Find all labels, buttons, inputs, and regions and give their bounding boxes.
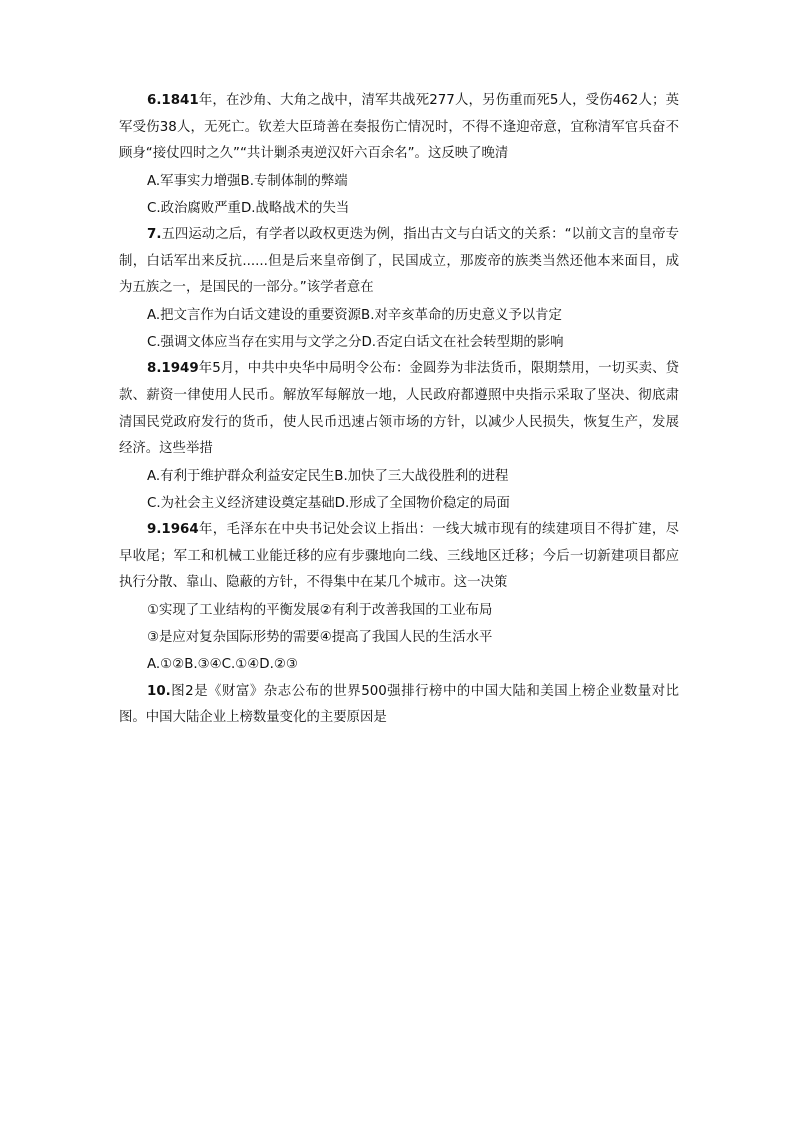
question-8-options-cd: C.为社会主义经济建设奠定基础D.形成了全国物价稳定的局面 [147,495,510,511]
question-10-stem [119,679,679,732]
question-number: 8.1949 [147,361,199,377]
question-number: 7. [147,227,162,243]
question-7-options-cd: C.强调文体应当存在实用与文学之分D.否定白话文在社会转型期的影响 [147,335,564,351]
question-number: 6.1841 [147,93,199,108]
question-8-options-ab: A.有利于维护群众利益安定民生B.加快了三大战役胜利的进程 [147,468,509,484]
question-text: 年，在沙角、大角之战中，清军共战死277人，另伤重而死5人，受伤462人；英军受伤38人，无死亡。钦差大臣琦善在奏报伤亡情况时，不得不逢迎帝意，宜称清军官兵奋不顾身“接仗四时之久”“共计剿杀夷逆汉奸六百余名”。这反映了晚清 [119,93,679,162]
question-8-stem [119,356,679,462]
question-9-statements-34: ③是应对复杂国际形势的需要④提高了我国人民的生活水平 [147,630,493,646]
question-9-answer-options: A.①②B.③④C.①④D.②③ [147,657,298,673]
question-list [119,88,679,732]
question-text: 年5月，中共中央华中局明令公布：金圆券为非法货币，限期禁用，一切买卖、贷款、薪资一律使用人民币。解放军每解放一地，人民政府都遵照中央指示采取了坚决、彻底肃清国民党政府发行的货币，使人民币迅速占领市场的方针，以减少人民损失，恢复生产，发展经济。这些举措 [119,361,679,457]
question-7-options-ab: A.把文言作为白话文建设的重要资源B.对辛亥革命的历史意义予以肯定 [147,307,562,323]
question-text: 年，毛泽东在中央书记处会议上指出：一线大城市现有的续建项目不得扩建，尽早收尾；军工和机械工业能迁移的应有步骤地向二线、三线地区迁移；今后一切新建项目都应执行分散、靠山、隐蔽的方针，不得集中在某几个城市。这一决策 [119,522,679,591]
question-7-stem [119,222,679,302]
question-9-stem [119,517,679,597]
question-text: 图2是《财富》杂志公布的世界500强排行榜中的中国大陆和美国上榜企业数量对比图。中国大陆企业上榜数量变化的主要原因是 [119,683,679,726]
question-number: 9.1964 [147,522,199,538]
question-6-stem [119,88,679,168]
question-6-options-ab: A.军事实力增强B.专制体制的弊端 [147,173,348,189]
question-number: 10. [147,683,171,699]
question-6-options-cd: C.政治腐败严重D.战略战术的失当 [147,200,350,216]
question-text: 五四运动之后，有学者以政权更迭为例，指出古文与白话文的关系：“以前文言的皇帝专制，白话军出来反抗......但是后来皇帝倒了，民国成立，那废帝的族类当然还他本来面目，成为五族之一，是国民的一部分。”该学者意在 [119,227,679,296]
question-9-statements-12: ①实现了工业结构的平衡发展②有利于改善我国的工业布局 [147,602,493,618]
